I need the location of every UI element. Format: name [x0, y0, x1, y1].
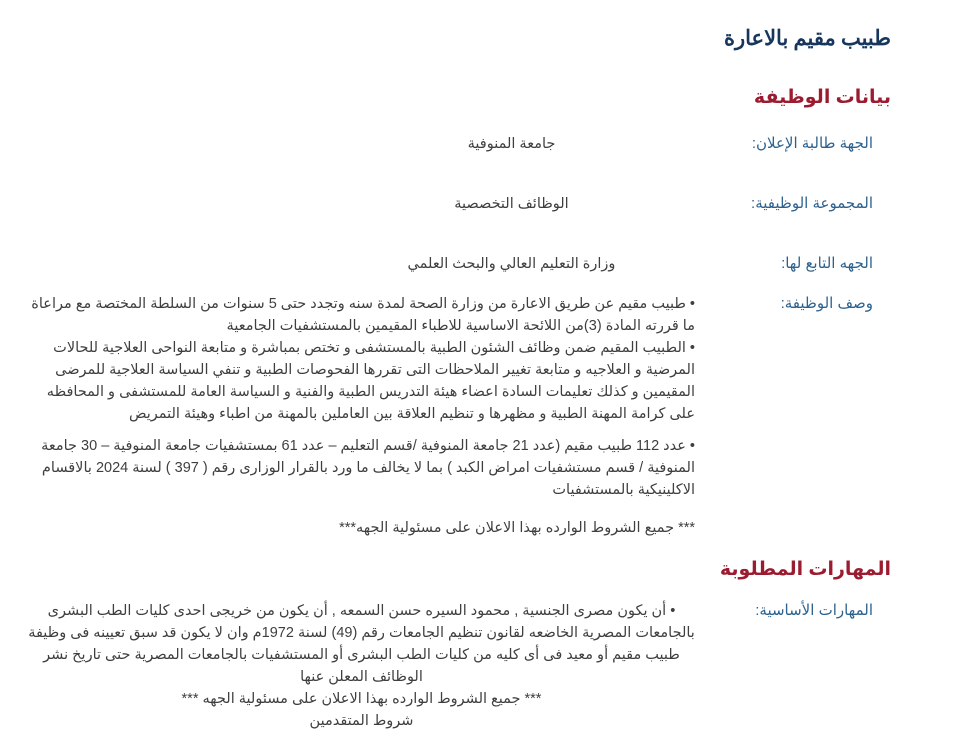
basic-skills-paragraph: • أن يكون مصرى الجنسية , محمود السيره حسن السمعه , أن يكون من خريجى احدى كليات الطب البشرى بالجامعات المصرية الخاضعه لقانون تنظيم الجامعات رقم (49) لسنة 1972م وان لا يكون قد سبق تعيينه فى وظيفة طبيب مقيم أو معيد فى أى كليه من كليات الطب البشرى أو المستشفيات بالجامعات المصرية حتى تاريخ نشر الوظائف المعلن عنها [28, 603, 695, 685]
job-group-label: المجموعة الوظيفية: [751, 195, 873, 212]
job-description-paragraph: • الطبيب المقيم ضمن وظائف الشئون الطبية بالمستشفى و تختص بمباشرة و متابعة النواحى العلاجية للحالات المرضية و العلاجيه و متابعة تغيير الملاحظات التى تقررها الفحوصات الطبية و تنفي السياسة العلاجية للمرضى المقيمين و كذلك تعليمات السادة اعضاء هيئة التدريس الطبية والفنية و السياسة العامة للمستشفى و المحافظه على كرامة المهنة الطبية و مظهرها و تنظيم العلاقة بين العاملين بالمهنة من اطباء وهيئة التمريض [46, 340, 695, 422]
basic-skills-label: المهارات الأساسية: [755, 602, 873, 619]
basic-skills-disclaimer: *** جميع الشروط الوارده بهذا الاعلان على مسئولية الجهه *** [181, 691, 542, 707]
row-basic-skills [28, 600, 891, 732]
parent-entity-label: الجهه التابع لها: [781, 255, 873, 272]
section-heading-required-skills: المهارات المطلوبة [719, 559, 891, 580]
applicants-conditions-heading: شروط المتقدمين [309, 713, 414, 729]
parent-entity-value: وزارة التعليم العالي والبحث العلمي [407, 256, 616, 272]
section-heading-job-info: بيانات الوظيفة [753, 87, 891, 108]
job-description-paragraph: • طبيب مقيم عن طريق الاعارة من وزارة الصحة لمدة سنه وتجدد حتى 5 سنوات من السلطة المختصة مع مراعاة ما قررته المادة (3)من اللائحة الاساسية للاطباء المقيمين بالمستشفيات الجامعية [31, 296, 695, 334]
job-description-disclaimer: *** جميع الشروط الوارده بهذا الاعلان على مسئولية الجهه*** [339, 520, 695, 536]
basic-skills-value [28, 600, 695, 732]
row-job-group [28, 193, 891, 215]
job-description-label: وصف الوظيفة: [780, 295, 873, 312]
job-group-value: الوظائف التخصصية [454, 196, 569, 212]
page-title: طبيب مقيم بالاعارة [724, 26, 891, 50]
row-job-description [28, 293, 891, 539]
job-description-value [28, 293, 695, 539]
job-description-paragraph: • عدد 112 طبيب مقيم (عدد 21 جامعة المنوفية /قسم التعليم – عدد 61 بمستشفيات جامعة المنوفية – 30 جامعة المنوفية / قسم مستشفيات امراض الكبد ) بما لا يخالف ما ورد بالقرار الوزارى رقم ( 397 ) لسنة 2024 بالاقسام الاكلينيكية بالمستشفيات [41, 438, 695, 498]
row-requesting-entity [28, 133, 891, 155]
row-parent-entity [28, 253, 891, 275]
requesting-entity-label: الجهة طالبة الإعلان: [751, 135, 873, 152]
requesting-entity-value: جامعة المنوفية [467, 136, 556, 152]
